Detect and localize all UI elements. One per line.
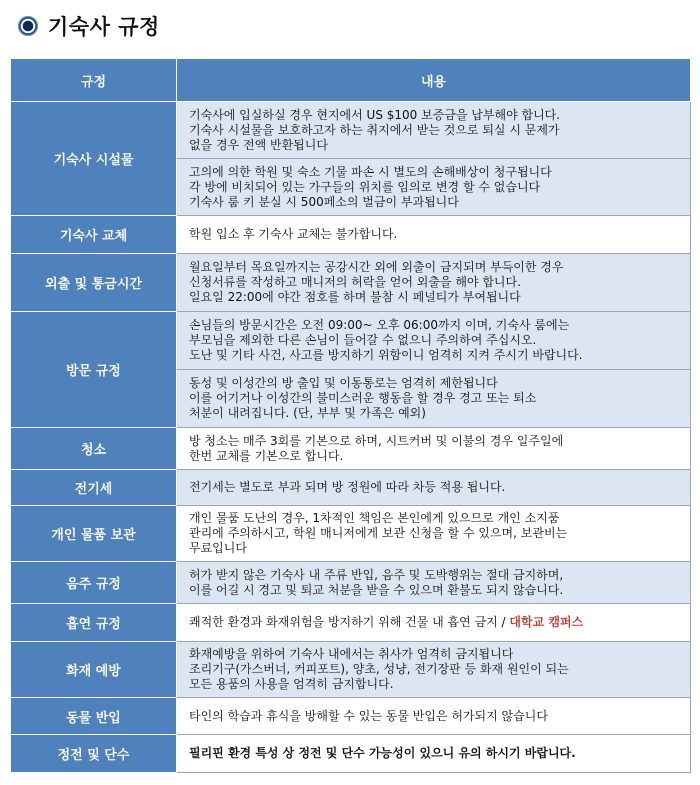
rule-content-facility-b: 고의에 의한 학원 및 숙소 기물 파손 시 별도의 손해배상이 청구됩니다 각 방에 비치되어 있는 가구들의 위치를 임의로 변경 할 수 없습니다 기숙사 룸 키 분실 시 500페소의 벌금이 부과됩니다	[177, 159, 691, 216]
rule-content-visit-a: 손님들의 방문시간은 오전 09:00~ 오후 06:00까지 이며, 기숙사 룸에는 부모님을 제외한 다른 손님이 들어갈 수 없으니 주의하여 주십시오. 도난 및 기타 사건, 사고를 방지하기 위함이니 엄격히 지켜 주시기 바랍니다.	[177, 312, 691, 370]
smoking-accent: 대학교 캠퍼스	[509, 615, 584, 629]
table-row	[11, 698, 691, 735]
rules-table	[10, 58, 691, 773]
header-content: 내용	[177, 59, 691, 102]
smoking-text: 쾌적한 환경과 화재위험을 방지하기 위해 건물 내 흡연 금지 /	[189, 615, 510, 629]
table-row	[11, 562, 691, 604]
rule-content-change: 학원 입소 후 기숙사 교체는 불가합니다.	[177, 216, 691, 254]
table-row	[11, 506, 691, 562]
table-row	[11, 428, 691, 470]
table-row	[11, 102, 691, 159]
rule-content-electric: 전기세는 별도로 부과 되며 방 정원에 따라 차등 적용 됩니다.	[177, 470, 691, 506]
rule-content-power: 필리핀 환경 특성 상 정전 및 단수 가능성이 있으니 유의 하시기 바랍니다.	[177, 735, 691, 773]
rule-label-animals: 동물 반입	[11, 698, 177, 735]
rule-content-fire: 화재예방을 위하여 기숙사 내에서는 취사가 엄격히 금지됩니다 조리기구(가스버너, 커피포트), 양초, 성냥, 전기장판 등 화재 원인이 되는 모든 용품의 사용을 엄격히 금지합니다.	[177, 642, 691, 698]
table-row	[11, 470, 691, 506]
table-row	[11, 735, 691, 773]
table-row	[11, 604, 691, 642]
rule-label-visit: 방문 규정	[11, 312, 177, 428]
rule-content-visit-b: 동성 및 이성간의 방 출입 및 이동통로는 엄격히 제한됩니다 이를 어기거나 이성간의 불미스러운 행동을 할 경우 경고 또는 퇴소 처분이 내려집니다. (단, 부부 및 가족은 예외)	[177, 370, 691, 428]
bullet-circle-icon	[18, 16, 38, 36]
rule-label-curfew: 외출 및 통금시간	[11, 254, 177, 312]
header-rule: 규정	[11, 59, 177, 102]
rule-label-electric: 전기세	[11, 470, 177, 506]
page-title: 기숙사 규정	[48, 15, 160, 39]
title-bar	[18, 8, 160, 44]
rule-content-belongings: 개인 물품 도난의 경우, 1차적인 책임은 본인에게 있으므로 개인 소지품 관리에 주의하시고, 학원 매니저에게 보관 신청을 할 수 있으며, 보관비는 무료입니다	[177, 506, 691, 562]
table-row	[11, 312, 691, 370]
rule-content-drinking: 허가 받지 않은 기숙사 내 주류 반입, 음주 및 도박행위는 절대 금지하며, 이를 어길 시 경고 및 퇴교 처분을 받을 수 있으며 환불도 되지 않습니다.	[177, 562, 691, 604]
rule-label-change: 기숙사 교체	[11, 216, 177, 254]
table-row	[11, 254, 691, 312]
rule-content-curfew: 월요일부터 목요일까지는 공강시간 외에 외출이 금지되며 부득이한 경우 신청서류를 작성하고 매니저의 허락을 얻어 외출을 해야 합니다. 일요일 22:00에 야간 점호를 하며 불참 시 페널티가 부여됩니다	[177, 254, 691, 312]
rule-label-smoking: 흡연 규정	[11, 604, 177, 642]
rule-label-power: 정전 및 단수	[11, 735, 177, 773]
rule-label-cleaning: 청소	[11, 428, 177, 470]
rule-label-fire: 화재 예방	[11, 642, 177, 698]
rule-content-animals: 타인의 학습과 휴식을 방해할 수 있는 동물 반입은 허가되지 않습니다	[177, 698, 691, 735]
rule-label-drinking: 음주 규정	[11, 562, 177, 604]
rule-label-belongings: 개인 물품 보관	[11, 506, 177, 562]
rule-label-facility: 기숙사 시설물	[11, 102, 177, 216]
rule-content-facility-a: 기숙사에 입실하실 경우 현지에서 US $100 보증금을 납부해야 합니다. 기숙사 시설물을 보호하고자 하는 취지에서 받는 것으로 퇴실 시 문제가 없을 경우 전액 반환됩니다	[177, 102, 691, 159]
table-row	[11, 642, 691, 698]
rule-content-cleaning: 방 청소는 매주 3회를 기본으로 하며, 시트커버 및 이불의 경우 일주일에 한번 교체를 기본으로 합니다.	[177, 428, 691, 470]
rule-content-smoking	[177, 604, 691, 642]
table-row	[11, 216, 691, 254]
table-header-row	[11, 59, 691, 102]
